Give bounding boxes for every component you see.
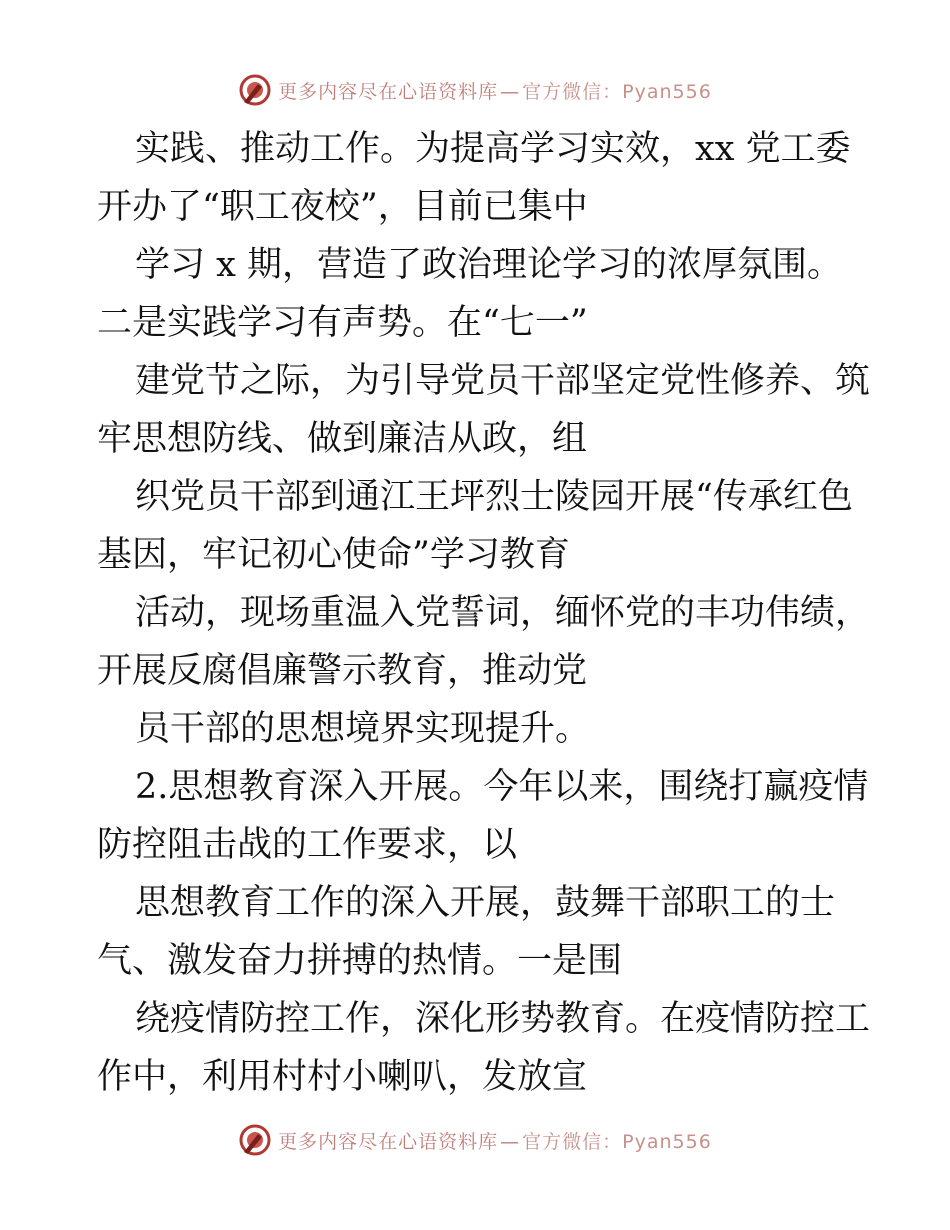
text-line: 思想教育工作的深入开展，鼓舞干部职工的士 bbox=[135, 883, 836, 923]
text-line: 气、激发奋力拼搏的热情。一是围 bbox=[97, 941, 623, 981]
text-line: 二是实践学习有声势。在“七一” bbox=[97, 303, 588, 343]
document-body bbox=[97, 120, 871, 1106]
text-line: 开办了“职工夜校”，目前已集中 bbox=[97, 187, 588, 227]
pen-circle-logo-icon bbox=[238, 1123, 272, 1157]
text-line: 员干部的思想境界实现提升。 bbox=[135, 709, 591, 749]
header-watermark-banner bbox=[0, 70, 950, 110]
text-line: 开展反腐倡廉警示教育，推动党 bbox=[97, 651, 588, 691]
text-line: 防控阻击战的工作要求，以 bbox=[97, 825, 518, 865]
text-line: 2.思想教育深入开展。今年以来，围绕打赢疫情 bbox=[135, 767, 869, 807]
text-line: 绕疫情防控工作，深化形势教育。在疫情防控工 bbox=[135, 999, 871, 1039]
text-line: 实践、推动工作。为提高学习实效，xx 党工委 bbox=[135, 129, 851, 169]
footer-watermark-banner bbox=[0, 1120, 950, 1160]
banner-text: 更多内容尽在心语资料库 — 官方微信：Pyan556 bbox=[278, 1130, 712, 1153]
text-line: 作中，利用村村小喇叭，发放宣 bbox=[97, 1057, 588, 1097]
text-line: 织党员干部到通江王坪烈士陵园开展“传承红色 bbox=[135, 477, 853, 517]
banner-text: 更多内容尽在心语资料库 — 官方微信：Pyan556 bbox=[278, 80, 712, 103]
text-line: 学习 x 期，营造了政治理论学习的浓厚氛围。 bbox=[135, 245, 842, 285]
text-line: 建党节之际，为引导党员干部坚定党性修养、筑 bbox=[135, 361, 871, 401]
pen-circle-logo-icon bbox=[238, 73, 272, 107]
text-line: 牢思想防线、做到廉洁从政，组 bbox=[97, 419, 588, 459]
text-line: 活动，现场重温入党誓词，缅怀党的丰功伟绩， bbox=[135, 593, 871, 633]
text-line: 基因，牢记初心使命”学习教育 bbox=[97, 535, 570, 575]
